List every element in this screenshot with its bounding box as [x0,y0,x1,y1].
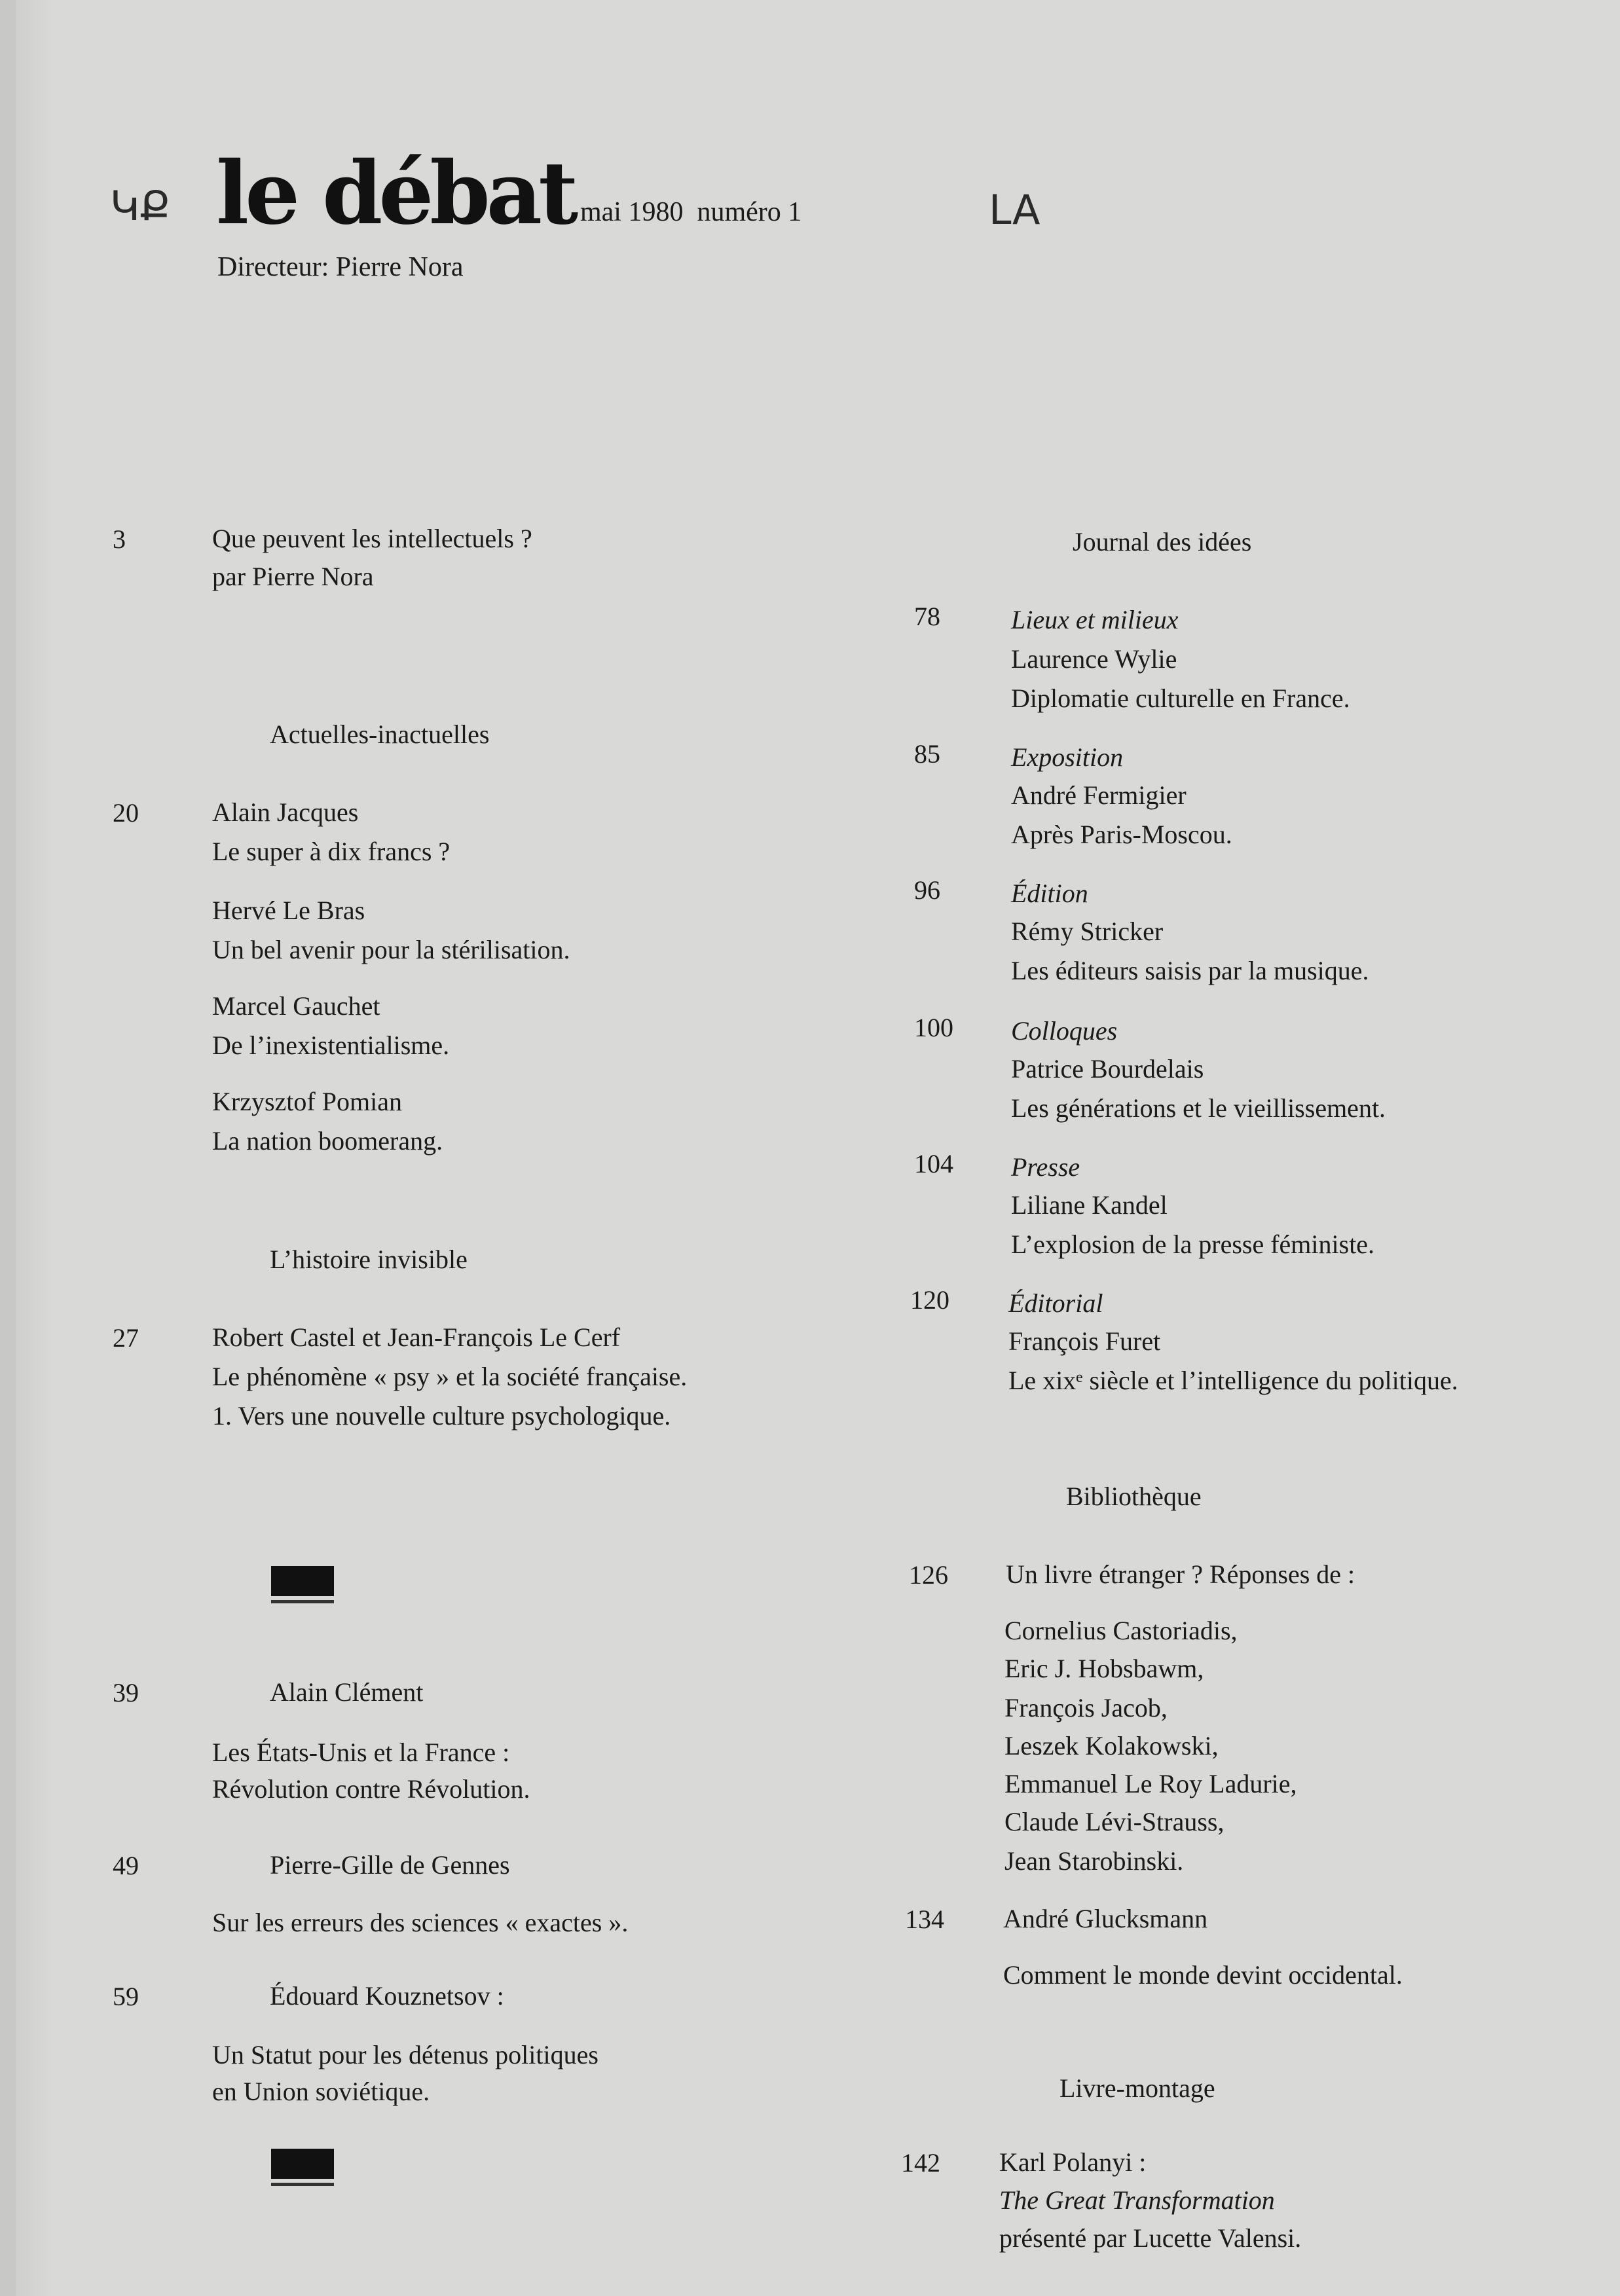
respondent-name: Eric J. Hobsbawm, [1004,1654,1204,1683]
rubric-label: Lieux et milieux [1011,605,1179,634]
entry-author: François Furet [1008,1326,1161,1356]
entry-lead: Un livre étranger ? Réponses de : [1006,1559,1355,1589]
entry-author: Karl Polanyi : [999,2147,1147,2177]
article-title: Un Statut pour les détenus politiques [212,2040,598,2069]
rubric-label: Colloques [1011,1016,1118,1046]
article-author: Alain Clément [270,1677,424,1707]
page-number: 59 [113,1982,139,2011]
entry-author: Patrice Bourdelais [1011,1054,1204,1084]
entry-title: Les éditeurs saisis par la musique. [1011,956,1369,985]
entry-note: présenté par Lucette Valensi. [999,2223,1302,2253]
binding-spine [0,0,16,2296]
section-divider-block [271,2149,334,2187]
article-title: en Union soviétique. [212,2077,430,2106]
entry-author: Marcel Gauchet [212,991,380,1021]
entry-author: André Fermigier [1011,780,1187,810]
page-number: 142 [901,2148,940,2178]
page-number: 85 [914,739,940,769]
entry-author: Krzysztof Pomian [212,1087,402,1116]
entry-author: Laurence Wylie [1011,644,1177,674]
handwritten-mark-left: ԿՔ [110,182,171,230]
entry-title: Le super à dix francs ? [212,837,451,866]
entry-title: Le phénomène « psy » et la société française. [212,1362,688,1391]
section-heading: Actuelles-inactuelles [270,720,490,749]
entry-title: Le xixᵉ siècle et l’intelligence du politique. [1008,1366,1458,1395]
entry-title: De l’inexistentialisme. [212,1030,450,1060]
entry-author: Hervé Le Bras [212,896,365,925]
page-number: 120 [910,1285,949,1315]
entry-title: Un bel avenir pour la stérilisation. [212,935,570,964]
article-byline: par Pierre Nora [212,562,374,591]
article-title: Sur les erreurs des sciences « exactes ». [212,1908,629,1937]
respondent-name: Claude Lévi-Strauss, [1004,1807,1224,1836]
entry-author: Robert Castel et Jean-François Le Cerf [212,1322,621,1352]
page-number: 3 [113,524,126,554]
entry-title: Les générations et le vieillissement. [1011,1093,1386,1123]
page-number: 100 [914,1013,953,1042]
section-heading: Bibliothèque [1066,1482,1202,1511]
entry-title: La nation boomerang. [212,1126,443,1156]
page-number: 27 [113,1323,139,1353]
entry-author: Alain Jacques [212,797,359,827]
respondent-name: Emmanuel Le Roy Ladurie, [1004,1769,1297,1798]
article-title: Les États-Unis et la France : [212,1738,510,1767]
rubric-label: Exposition [1011,742,1124,772]
respondent-name: Jean Starobinski. [1004,1846,1184,1876]
rubric-label: Éditorial [1008,1288,1103,1318]
page-number: 20 [113,798,139,828]
page-number: 104 [914,1149,953,1178]
issue-info: mai 1980 numéro 1 [580,197,802,227]
section-heading: L’histoire invisible [270,1245,468,1274]
page-number: 134 [905,1904,944,1934]
respondent-name: Leszek Kolakowski, [1004,1731,1219,1760]
article-author: Pierre-Gille de Gennes [270,1850,510,1880]
article-title: Que peuvent les intellectuels ? [212,524,532,553]
entry-author: Rémy Stricker [1011,917,1164,946]
page-number: 96 [914,875,940,905]
book-title: The Great Transformation [999,2185,1275,2215]
entry-title: L’explosion de la presse féministe. [1011,1230,1375,1259]
entry-title: Diplomatie culturelle en France. [1011,683,1350,713]
page-shadow [16,0,55,2296]
section-heading: Livre-montage [1059,2073,1215,2103]
page-number: 126 [909,1560,948,1590]
director-line: Directeur: Pierre Nora [217,252,464,282]
entry-title: Comment le monde devint occidental. [1003,1960,1403,1990]
handwritten-mark-right: LA [989,186,1040,234]
page-number: 78 [914,602,940,631]
rubric-label: Édition [1011,879,1088,908]
entry-title: Après Paris-Moscou. [1011,820,1232,849]
respondent-name: François Jacob, [1004,1693,1168,1722]
section-divider-block [271,1566,334,1604]
entry-title: 1. Vers une nouvelle culture psychologique. [212,1401,671,1430]
entry-author: André Glucksmann [1003,1904,1208,1933]
page-number: 49 [113,1851,139,1880]
rubric-label: Presse [1011,1152,1080,1182]
respondent-name: Cornelius Castoriadis, [1004,1616,1238,1645]
entry-author: Liliane Kandel [1011,1190,1168,1220]
page-number: 39 [113,1678,139,1707]
article-title: Révolution contre Révolution. [212,1774,530,1804]
article-author: Édouard Kouznetsov : [270,1981,504,2011]
journal-logo: le débat [216,143,575,244]
section-heading: Journal des idées [1073,527,1252,556]
